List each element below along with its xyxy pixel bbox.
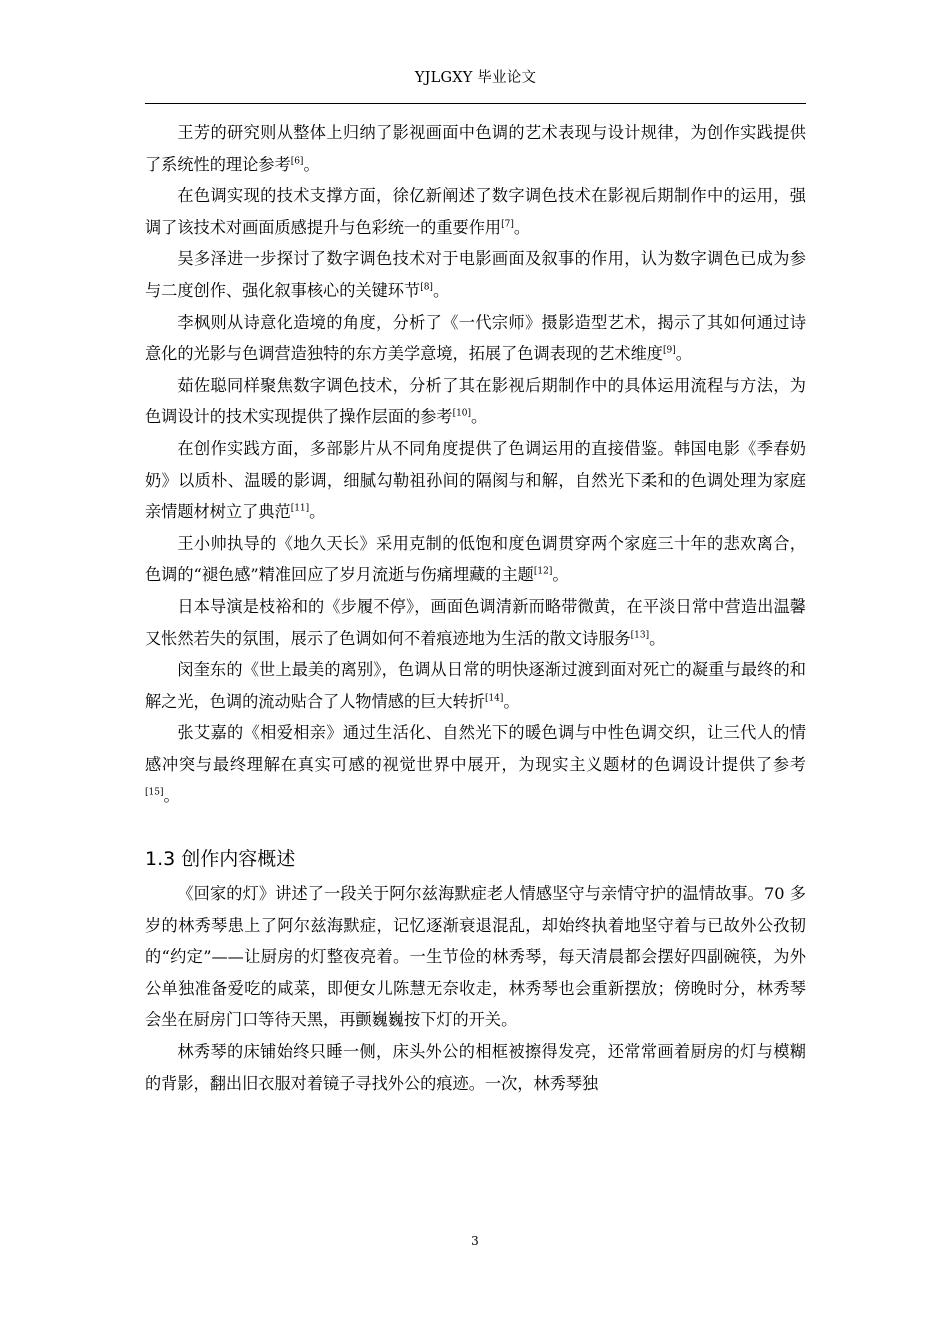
- citation-ref: [13]: [630, 630, 650, 641]
- paragraph: [145, 243, 806, 306]
- citation-ref: [7]: [501, 219, 514, 230]
- sentence-end: 。: [303, 154, 320, 174]
- paragraph-text: 闵奎东的《世上最美的离别》，色调从日常的明快逐渐过渡到面对死亡的凝重与最终的和解之光，色调的流动贴合了人物情感的巨大转折: [145, 660, 806, 711]
- paragraph: [145, 591, 806, 654]
- paragraph: [145, 433, 806, 528]
- sentence-end: 。: [163, 786, 180, 806]
- citation-ref: [8]: [420, 282, 433, 293]
- paragraph: [145, 370, 806, 433]
- sentence-end: 。: [675, 344, 692, 364]
- paragraph-text: 张艾嘉的《相爱相亲》通过生活化、自然光下的暖色调与中性色调交织，让三代人的情感冲突与最终理解在真实可感的视觉世界中展开，为现实主义题材的色调设计提供了参考: [145, 723, 806, 774]
- paragraph-text: 日本导演是枝裕和的《步履不停》，画面色调清新而略带微黄，在平淡日常中营造出温馨又怅然若失的氛围，展示了色调如何不着痕迹地为生活的散文诗服务: [145, 596, 806, 648]
- paragraph-text: 在创作实践方面，多部影片从不同角度提供了色调运用的直接借鉴。韩国电影《季春奶奶》以质朴、温暖的影调，细腻勾勒祖孙间的隔阂与和解，自然光下柔和的色调处理为家庭亲情题材树立了典范: [145, 438, 806, 522]
- paragraph-text: 王芳的研究则从整体上归纳了影视画面中色调的艺术表现与设计规律，为创作实践提供了系统性的理论参考: [145, 123, 806, 174]
- paragraph-text: 林秀琴的床铺始终只睡一侧，床头外公的相框被擦得发亮，还常常画着厨房的灯与模糊的背影，翻出旧衣服对着镜子寻找外公的痕迹。一次，林秀琴独: [145, 1042, 806, 1093]
- sentence-end: 。: [471, 407, 488, 427]
- sentence-end: 。: [552, 565, 569, 585]
- citation-ref: [15]: [145, 788, 164, 799]
- paragraph: [145, 117, 806, 180]
- literature-review-paragraphs: [145, 117, 806, 812]
- paragraph: [145, 528, 806, 591]
- citation-ref: [11]: [290, 503, 310, 514]
- sentence-end: 。: [309, 502, 326, 522]
- sentence-end: 。: [503, 691, 520, 711]
- paragraph-text: 茹佐聪同样聚焦数字调色技术，分析了其在影视后期制作中的具体运用流程与方法，为色调设计的技术实现提供了操作层面的参考: [145, 375, 806, 427]
- sentence-end: 。: [513, 217, 531, 237]
- paragraph: [145, 180, 806, 243]
- running-header: YJLGXY 毕业论文: [414, 70, 537, 86]
- paragraph-text: 《回家的灯》讲述了一段关于阿尔兹海默症老人情感坚守与亲情守护的温情故事。70 多岁的林秀琴患上了阿尔兹海默症，记忆逐渐衰退混乱，却始终执着地坚守着与已故外公孜韧的“约定”——让厨房的灯整夜亮着。一生节俭的林秀琴，每天清晨都会摆好四副碗筷，为外公单独准备爱吃的咸菜，即便女儿陈慧无奈收走，林秀琴也会重新摆放；傍晚时分，林秀琴会坐在厨房门口等待天黑，再颤巍巍按下灯的开关。: [145, 884, 806, 1030]
- paragraph: [145, 307, 806, 370]
- citation-ref: [6]: [290, 156, 304, 167]
- sentence-end: 。: [649, 628, 666, 648]
- paragraph-text: 吴多泽进一步探讨了数字调色技术对于电影画面及叙事的作用，认为数字调色已成为参与二度创作、强化叙事核心的关键环节: [145, 249, 806, 300]
- paragraph-text: 在色调实现的技术支撑方面，徐亿新阐述了数字调色技术在影视后期制作中的运用，强调了该技术对画面质感提升与色彩统一的重要作用: [145, 186, 806, 237]
- content-overview-paragraphs: [145, 878, 806, 1099]
- page-body: [145, 117, 806, 1099]
- citation-ref: [14]: [484, 693, 504, 704]
- page-number: 3: [471, 1234, 479, 1248]
- citation-ref: [9]: [663, 345, 676, 356]
- paragraph: [145, 878, 806, 1036]
- citation-ref: [10]: [452, 408, 472, 419]
- paragraph-text: 王小帅执导的《地久天长》采用克制的低饱和度色调贯穿两个家庭三十年的悲欢离合，色调的“褪色感”精准回应了岁月流逝与伤痛埋藏的主题: [145, 533, 806, 585]
- section-heading: 1.3 创作内容概述: [145, 848, 296, 871]
- paragraph: [145, 654, 806, 717]
- paragraph-text: 李枫则从诗意化造境的角度，分析了《一代宗师》摄影造型艺术，揭示了其如何通过诗意化的光影与色调营造独特的东方美学意境，拓展了色调表现的艺术维度: [145, 312, 806, 364]
- header-rule: [145, 103, 806, 104]
- sentence-end: 。: [432, 280, 450, 300]
- citation-ref: [12]: [533, 566, 553, 577]
- paragraph: [145, 717, 806, 812]
- paragraph: [145, 1036, 806, 1099]
